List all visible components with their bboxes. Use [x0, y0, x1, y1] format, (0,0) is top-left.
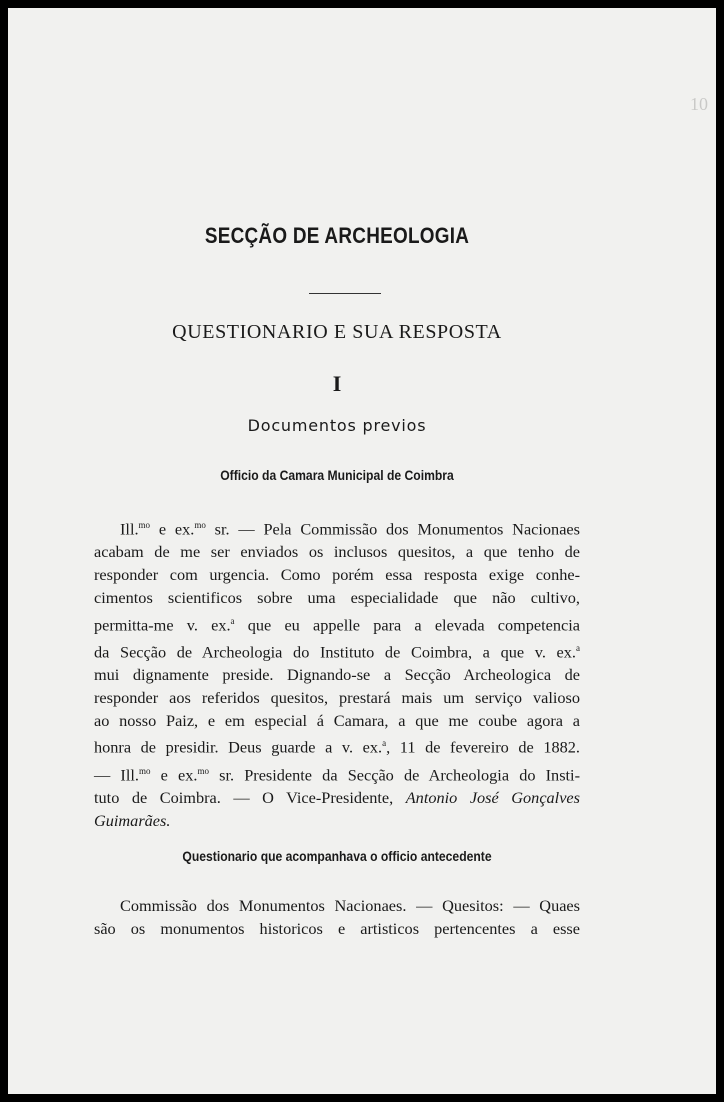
part-numeral: I	[332, 371, 342, 396]
text-line: honra de presidir. Deus guarde a v. ex.$^a$, 11 de fevereiro de 1882.	[94, 737, 580, 757]
text-line: Ill.$^{mo}$ e ex.$^{mo}$ sr. — Pela Commissão dos Monumentos Nacionaes	[120, 519, 580, 539]
section-heading: Documentos previos	[247, 416, 427, 435]
text-line: ao nosso Paiz, e em especial á Camara, a que me coube agora a	[94, 710, 580, 730]
heading-officio: Officio da Camara Municipal de Coimbra	[220, 468, 454, 483]
text-line: permitta-me v. ex.$^a$ que eu appelle para a elevada competencia	[94, 615, 581, 635]
text-line: acabam de me ser enviados os inclusos quesitos, a que tenho de	[94, 542, 580, 562]
text-line: da Secção de Archeologia do Instituto de Coimbra, a que v. ex.$^a$	[94, 642, 580, 662]
heading-questionario: Questionario que acompanhava o officio antecedente	[182, 849, 492, 864]
text-line: — Ill.$^{mo}$ e ex.$^{mo}$ sr. Presidente da Secção de Archeologia do Insti-	[94, 765, 580, 785]
text-line: responder aos referidos quesitos, prestará mais um serviço valioso	[94, 687, 580, 707]
text-line: responder com urgencia. Como porém essa resposta exige conhe-	[94, 565, 580, 585]
text-line: são os monumentos historicos e artisticos pertencentes a esse	[94, 918, 580, 938]
paragraph-quesitos	[94, 895, 580, 941]
document-page	[8, 8, 716, 1094]
signature-line: Guimarães.	[94, 810, 171, 830]
paragraph-officio	[94, 514, 580, 832]
subtitle: QUESTIONARIO E SUA RESPOSTA	[172, 321, 502, 343]
text-line: tuto de Coimbra. — O Vice-Presidente, Antonio José Gonçalves	[94, 787, 580, 807]
text-line: mui dignamente preside. Dignando-se a Secção Archeologica de	[94, 665, 580, 685]
text-line: cimentos scientificos sobre uma especialidade que não cultivo,	[94, 587, 580, 607]
title-rule	[309, 293, 381, 294]
page-number: 10	[690, 94, 708, 114]
section-title: SECÇÃO DE ARCHEOLOGIA	[204, 223, 470, 248]
text-line: Commissão dos Monumentos Nacionaes. — Quesitos: — Quaes	[120, 896, 580, 915]
